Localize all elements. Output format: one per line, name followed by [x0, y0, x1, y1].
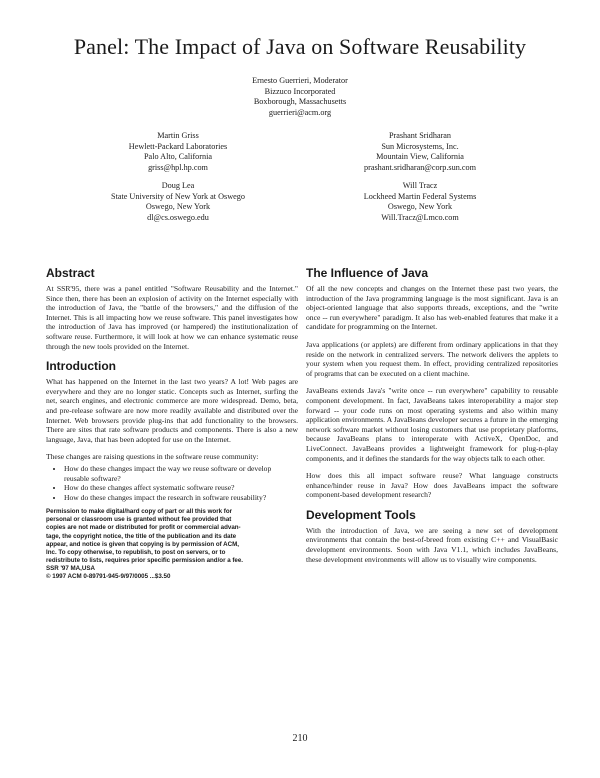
panelist-block [300, 181, 540, 223]
moderator-affiliation: Bizzuco Incorporated [264, 86, 336, 96]
right-column [306, 266, 558, 572]
panelist-name: Will Tracz [402, 181, 438, 190]
permission-line: tage, the copyright notice, the title of the publication and its date [46, 532, 237, 540]
permission-notice [46, 508, 298, 581]
panelist-location: Oswego, New York [145, 202, 211, 211]
moderator-location: Boxborough, Massachusetts [253, 97, 347, 106]
panelist-email: griss@hpl.hp.com [148, 162, 208, 172]
panelist-block [300, 131, 540, 173]
moderator-block [0, 76, 600, 118]
panelist-block [58, 131, 298, 173]
devtools-heading: Development Tools [306, 507, 416, 522]
left-column [46, 266, 298, 581]
permission-line: redistribute to lists, requires prior specific permission and/or a fee. [46, 556, 244, 564]
page-number: 210 [292, 733, 308, 744]
panelist-name: Martin Griss [157, 131, 199, 140]
list-item: • How do these changes affect systematic software reuse? [64, 483, 298, 493]
abstract-text: At SSR'95, there was a panel entitled "Software Reusability and the Internet." Since then, there has been an explosion of activity on the Internet especially with the introduction of Java, the "battle of the browsers," and the diffusion of the Internet. This is all impacting how we reuse software. This panel investigates how the introduction of Java has improved (or hampered) the institutionalization of software reuse. Furthermore, it will look at how we can enhance systematic reuse through the new tools provided on the Internet. [46, 284, 298, 351]
moderator-email: guerrieri@acm.org [268, 107, 332, 117]
influence-paragraph: JavaBeans extends Java's "write once -- run everywhere" capability to reusable component development. In fact, JavaBeans takes interoperability a major step forward -- your code runs on most operating systems and also within many application environments. A JavaBeans developer secures a future in the emerging network software market without losing customers that use proprietary platforms, because JavaBeans plans to interoperate with ActiveX, OpenDoc, and LiveConnect. JavaBeans provides a lightweight framework for plug-n-play components, and it defines the standards for the way objects talk to each other. [306, 386, 558, 463]
panelist-name: Prashant Sridharan [388, 131, 452, 140]
panelist-email: Will.Tracz@Lmco.com [381, 212, 459, 222]
permission-line: personal or classroom use is granted without fee provided that [46, 516, 232, 524]
introduction-heading: Introduction [46, 359, 116, 374]
panelist-block [58, 181, 298, 223]
permission-line: copies are not made or distributed for profit or commercial advan- [46, 524, 241, 532]
list-item: • How do these changes impact the way we reuse software or develop reusable software? [64, 464, 298, 483]
panelist-location: Palo Alto, California [144, 152, 212, 161]
panelist-name: Doug Lea [161, 181, 195, 190]
permission-line: Permission to make digital/hard copy of part or all this work for [46, 508, 233, 516]
panelist-email: prashant.sridharan@corp.sun.com [364, 162, 476, 172]
permission-line: Inc. To copy otherwise, to republish, to post on servers, or to [46, 548, 226, 556]
devtools-paragraph: With the introduction of Java, we are seeing a new set of development environments that contain the best-of-breed from existing C++ and VisualBasic development environments. Soon with Java V1.1, which includes JavaBeans, these development environments will allow us to visually wire components. [306, 525, 558, 564]
influence-paragraph: Java applications (or applets) are different from ordinary applications in that they reside on the network in centralized servers. The network delivers the applets to your system when you request them. In effect, providing centralized repositories of programs that can be executed on a client machine. [306, 339, 558, 378]
introduction-paragraph: What has happened on the Internet in the last two years? A lot! Web pages are everywhere and they are no longer static. Concepts such as Internet, surfing the net, search engines, and electronic commerce are more widespread. Demo, beta, and pre-release software are now more readily available and distributed over the Internet. Web browsers provide plug-ins that add functionality to the browsers. There are sites that rate software products and components. There is also a new language, Java, that has been adopted for use on the Internet. [46, 377, 298, 444]
panelist-email: dl@cs.oswego.edu [147, 212, 209, 222]
influence-paragraph: Of all the new concepts and changes on the Internet these past two years, the introduction of the Java programming language is the most significant. Java is an object-oriented language that also supports threads, exceptions, and the "write once -- run everywhere" paradigm. It also has web-enabled features that make it a candidate for programming on the Internet. [306, 284, 558, 332]
influence-paragraph: How does this all impact software reuse? What language constructs enhance/hinder reuse in Java? How does JavaBeans impact the software component-based development research? [306, 471, 558, 500]
panelist-affiliation: Lockheed Martin Federal Systems [363, 191, 477, 201]
permission-line: appear, and notice is given that copying is by permission of ACM, [46, 540, 239, 548]
conference-line: SSR '97 MA,USA [46, 564, 95, 572]
panelist-affiliation: Sun Microsystems, Inc. [381, 141, 459, 151]
panelist-location: Mountain View, California [376, 152, 464, 161]
panelist-location: Oswego, New York [387, 202, 453, 211]
panelist-affiliation: Hewlett-Packard Laboratories [128, 141, 228, 151]
panelist-affiliation: State University of New York at Oswego [111, 191, 245, 201]
copyright-line: © 1997 ACM 0-89791-945-9/97/0005 ...$3.50 [46, 573, 171, 581]
moderator-name: Ernesto Guerrieri, Moderator [252, 76, 348, 85]
introduction-paragraph: These changes are raising questions in the software reuse community: [46, 452, 259, 462]
questions-list [46, 464, 298, 502]
paper-title: Panel: The Impact of Java on Software Reusability [73, 34, 527, 59]
influence-heading: The Influence of Java [306, 266, 429, 280]
list-item: • How do these changes impact the research in software reusability? [64, 493, 298, 503]
abstract-heading: Abstract [46, 266, 95, 280]
